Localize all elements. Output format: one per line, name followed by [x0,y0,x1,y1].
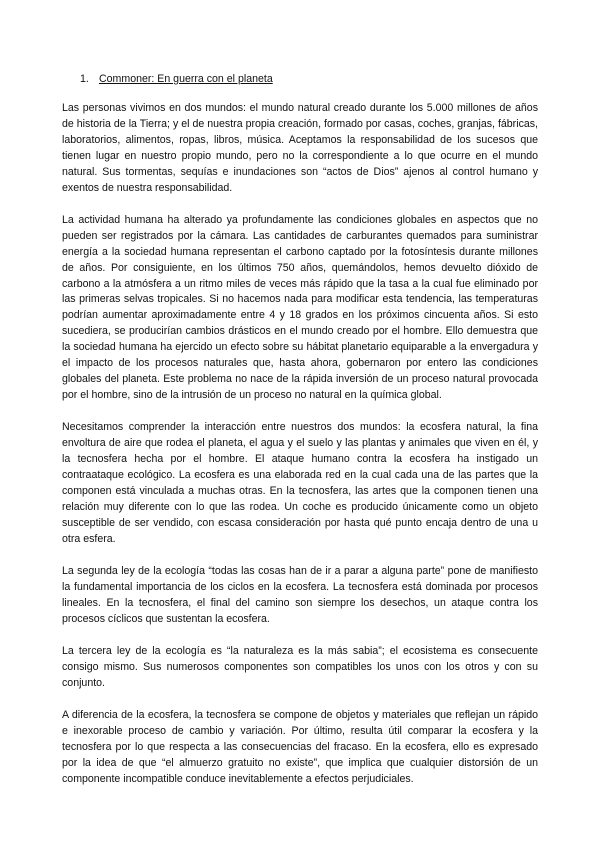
document-body [62,101,538,804]
section-heading [80,72,273,86]
paragraph-4: La segunda ley de la ecología “todas las cosas han de ir a parar a alguna parte” pone de manifiesto la fundamental importancia de los ciclos en la ecosfera. La tecnosfera está dominada por procesos lineales. En la tecnosfera, el final del camino son siempre los desechos, un ataque contra los procesos cíclicos que sustentan la ecosfera. [62,565,538,625]
section-title: Commoner: En guerra con el planeta [99,73,273,85]
paragraph-5: La tercera ley de la ecología es “la naturaleza es la más sabia”; el ecosistema es consecuente consigo mismo. Sus numerosos componentes son compatibles los unos con los otros y con su conjunto. [62,645,538,689]
section-number: 1. [80,73,89,85]
paragraph-6: A diferencia de la ecosfera, la tecnosfera se compone de objetos y materiales que reflejan un rápido e inexorable proceso de cambio y variación. Por último, resulta útil comparar la ecosfera y la tecnosfera por lo que respecta a las consecuencias del fracaso. En la ecosfera, ello es expresado por la idea de que “el almuerzo gratuito no existe”, que implica que cualquier distorsión de un componente incompatible conduce inevitablemente a efectos perjudiciales. [62,709,538,786]
paragraph-2: La actividad humana ha alterado ya profundamente las condiciones globales en aspectos que no pueden ser registrados por la cámara. Las cantidades de carburantes quemados para suministrar energía a la sociedad humana representan el carbono captado por la fotosíntesis durante millones de años. Por consiguiente, en los últimos 750 años, quemándolos, hemos devuelto dióxido de carbono a la atmósfera a un ritmo miles de veces más rápido que la tasa a la cual fue eliminado por las primeras selvas tropicales. Si no hacemos nada para modificar esta tendencia, las temperaturas podrían aumentar aproximadamente entre 4 y 18 grados en los próximos cincuenta años. Si esto sucediera, se producirían cambios drásticos en el mundo creado por el hombre. Ello demuestra que la sociedad humana ha ejercido un efecto sobre su hábitat planetario equiparable a la envergadura y el impacto de los procesos naturales que, hasta ahora, gobernaron por entero las condiciones globales del planeta. Este problema no nace de la rápida inversión de un proceso natural provocada por el hombre, sino de la intrusión de un proceso no natural en la química global. [62,213,538,401]
paragraph-1: Las personas vivimos en dos mundos: el mundo natural creado durante los 5.000 millones de años de historia de la Tierra; y el de nuestra propia creación, formado por casas, coches, granjas, fábricas, laboratorios, alimentos, ropas, libros, música. Aceptamos la responsabilidad de los sucesos que tienen lugar en nuestro propio mundo, pero no la correspondiente a lo que ocurre en el mundo natural. Sus tormentas, sequías e inundaciones son “actos de Dios” ajenos al control humano y exentos de nuestra responsabilidad. [62,102,538,194]
paragraph-3: Necesitamos comprender la interacción entre nuestros dos mundos: la ecosfera natural, la fina envoltura de aire que rodea el planeta, el agua y el suelo y las plantas y animales que viven en él, y la tecnosfera hecha por el hombre. El ataque humano contra la ecosfera ha instigado un contraataque ecológico. La ecosfera es una elaborada red en la cual cada una de las partes que la componen está vinculada a muchas otras. En la tecnosfera, las artes que la componen tienen una relación muy diferente con lo que las rodea. Un coche es producido únicamente como un objeto susceptible de ser vendido, con escasa consideración por hasta qué punto encaja dentro de una u otra esfera. [62,421,538,545]
